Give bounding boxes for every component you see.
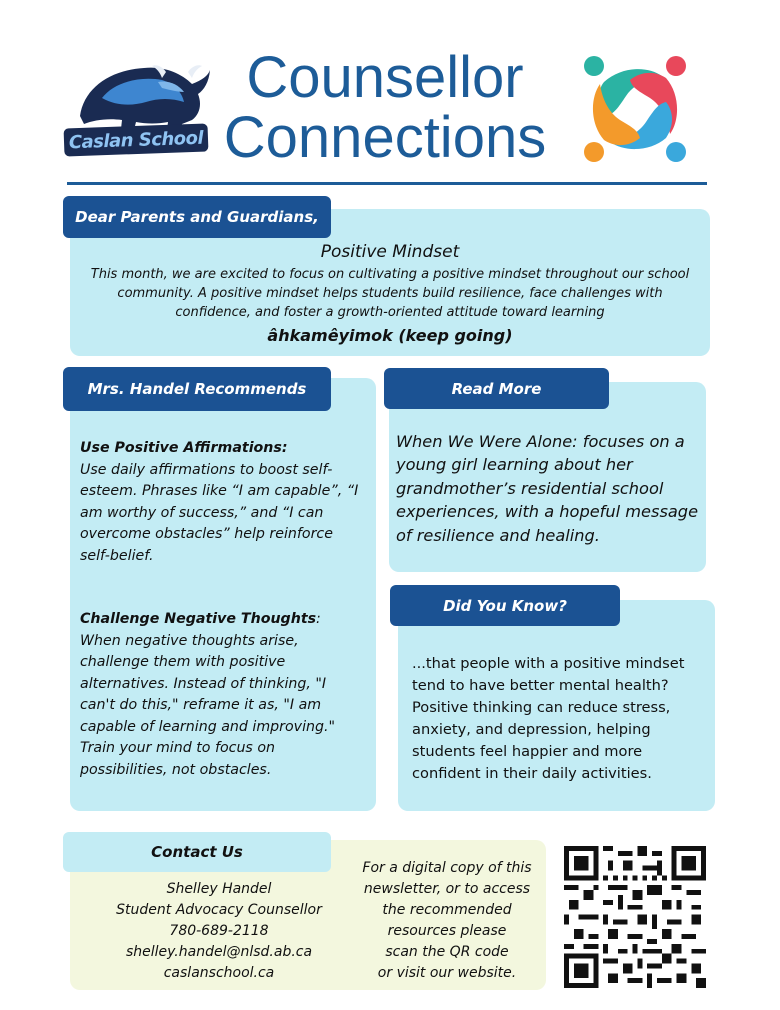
title-line-2: Connections [223, 105, 547, 170]
affirmations-body: Use daily affirmations to boost self-esteem. Phrases like “I am capable”, “I am worthy of success,” and “I can overcome obstacles” help reinforce self-belief. [80, 461, 359, 564]
did-you-know-body: ...that people with a positive mindset tend to have better mental health? Positive thinking can reduce stress, anxiety, and depression, helping students feel happier and more confident in their daily activities. [412, 655, 685, 782]
contact-name: Shelley Handel [166, 881, 272, 897]
school-logo-banner [64, 123, 209, 156]
school-logo-text: Caslan School [68, 127, 204, 153]
negative-thoughts-body: When negative thoughts arise, challenge them with positive alternatives. Instead of thinking, "I can't do this," reframe it as, "I am capable of learning and improving." Train your mind to focus on possibilities, not obstacles. [80, 632, 336, 778]
negative-thoughts-title [80, 609, 365, 631]
affirmations-title: Use Positive Affirmations: [80, 440, 288, 456]
contact-email[interactable]: shelley.handel@nlsd.ab.ca [125, 944, 313, 960]
recommends-content [80, 438, 365, 781]
read-more-body: When We Were Alone: focuses on a young girl learning about her grandmother’s residential school experiences, with a hopeful message of resilience and healing. [396, 432, 699, 545]
header-divider [67, 182, 707, 185]
contact-role: Student Advocacy Counsellor [116, 902, 322, 918]
page-title [215, 45, 555, 170]
negative-thoughts-title-text: Challenge Negative Thoughts [80, 611, 317, 627]
intro-tab-label: Dear Parents and Guardians, [75, 208, 319, 226]
did-you-know-tab-label: Did You Know? [443, 596, 567, 615]
qr-code[interactable] [564, 846, 706, 988]
contact-phone: 780-689-2118 [169, 923, 269, 939]
school-logo [62, 58, 212, 160]
community-logo [578, 52, 692, 166]
digital-copy-note [350, 858, 544, 984]
digital-copy-line-3: the recommended [382, 902, 512, 918]
digital-copy-line-6: or visit our website. [377, 965, 517, 981]
recommends-tab-label: Mrs. Handel Recommends [87, 380, 307, 398]
did-you-know-tab [390, 585, 620, 626]
contact-tab-label: Contact Us [151, 843, 243, 861]
recommends-tab [63, 367, 331, 411]
intro-heading: Positive Mindset [320, 242, 460, 262]
title-line-1: Counsellor [246, 45, 524, 110]
read-more-tab [384, 368, 609, 409]
qr-code-icon [564, 846, 706, 988]
community-circle-icon [578, 52, 692, 166]
digital-copy-line-5: scan the QR code [385, 944, 509, 960]
intro-tab [63, 196, 331, 238]
contact-tab [63, 832, 331, 872]
contact-details [90, 879, 348, 984]
digital-copy-line-1: For a digital copy of this [362, 860, 532, 876]
intro-motto: âhkamêyimok (keep going) [267, 326, 513, 345]
negative-thoughts-title-colon: : [316, 611, 321, 627]
digital-copy-line-2: newsletter, or to access [363, 881, 531, 897]
intro-body: This month, we are excited to focus on cultivating a positive mindset throughout our school community. A positive mindset helps students build resilience, face challenges with confidence, and foster a growth-oriented attitude toward learning [90, 267, 690, 320]
digital-copy-line-4: resources please [387, 923, 507, 939]
contact-website[interactable]: caslanschool.ca [163, 965, 275, 981]
read-more-tab-label: Read More [451, 379, 542, 398]
